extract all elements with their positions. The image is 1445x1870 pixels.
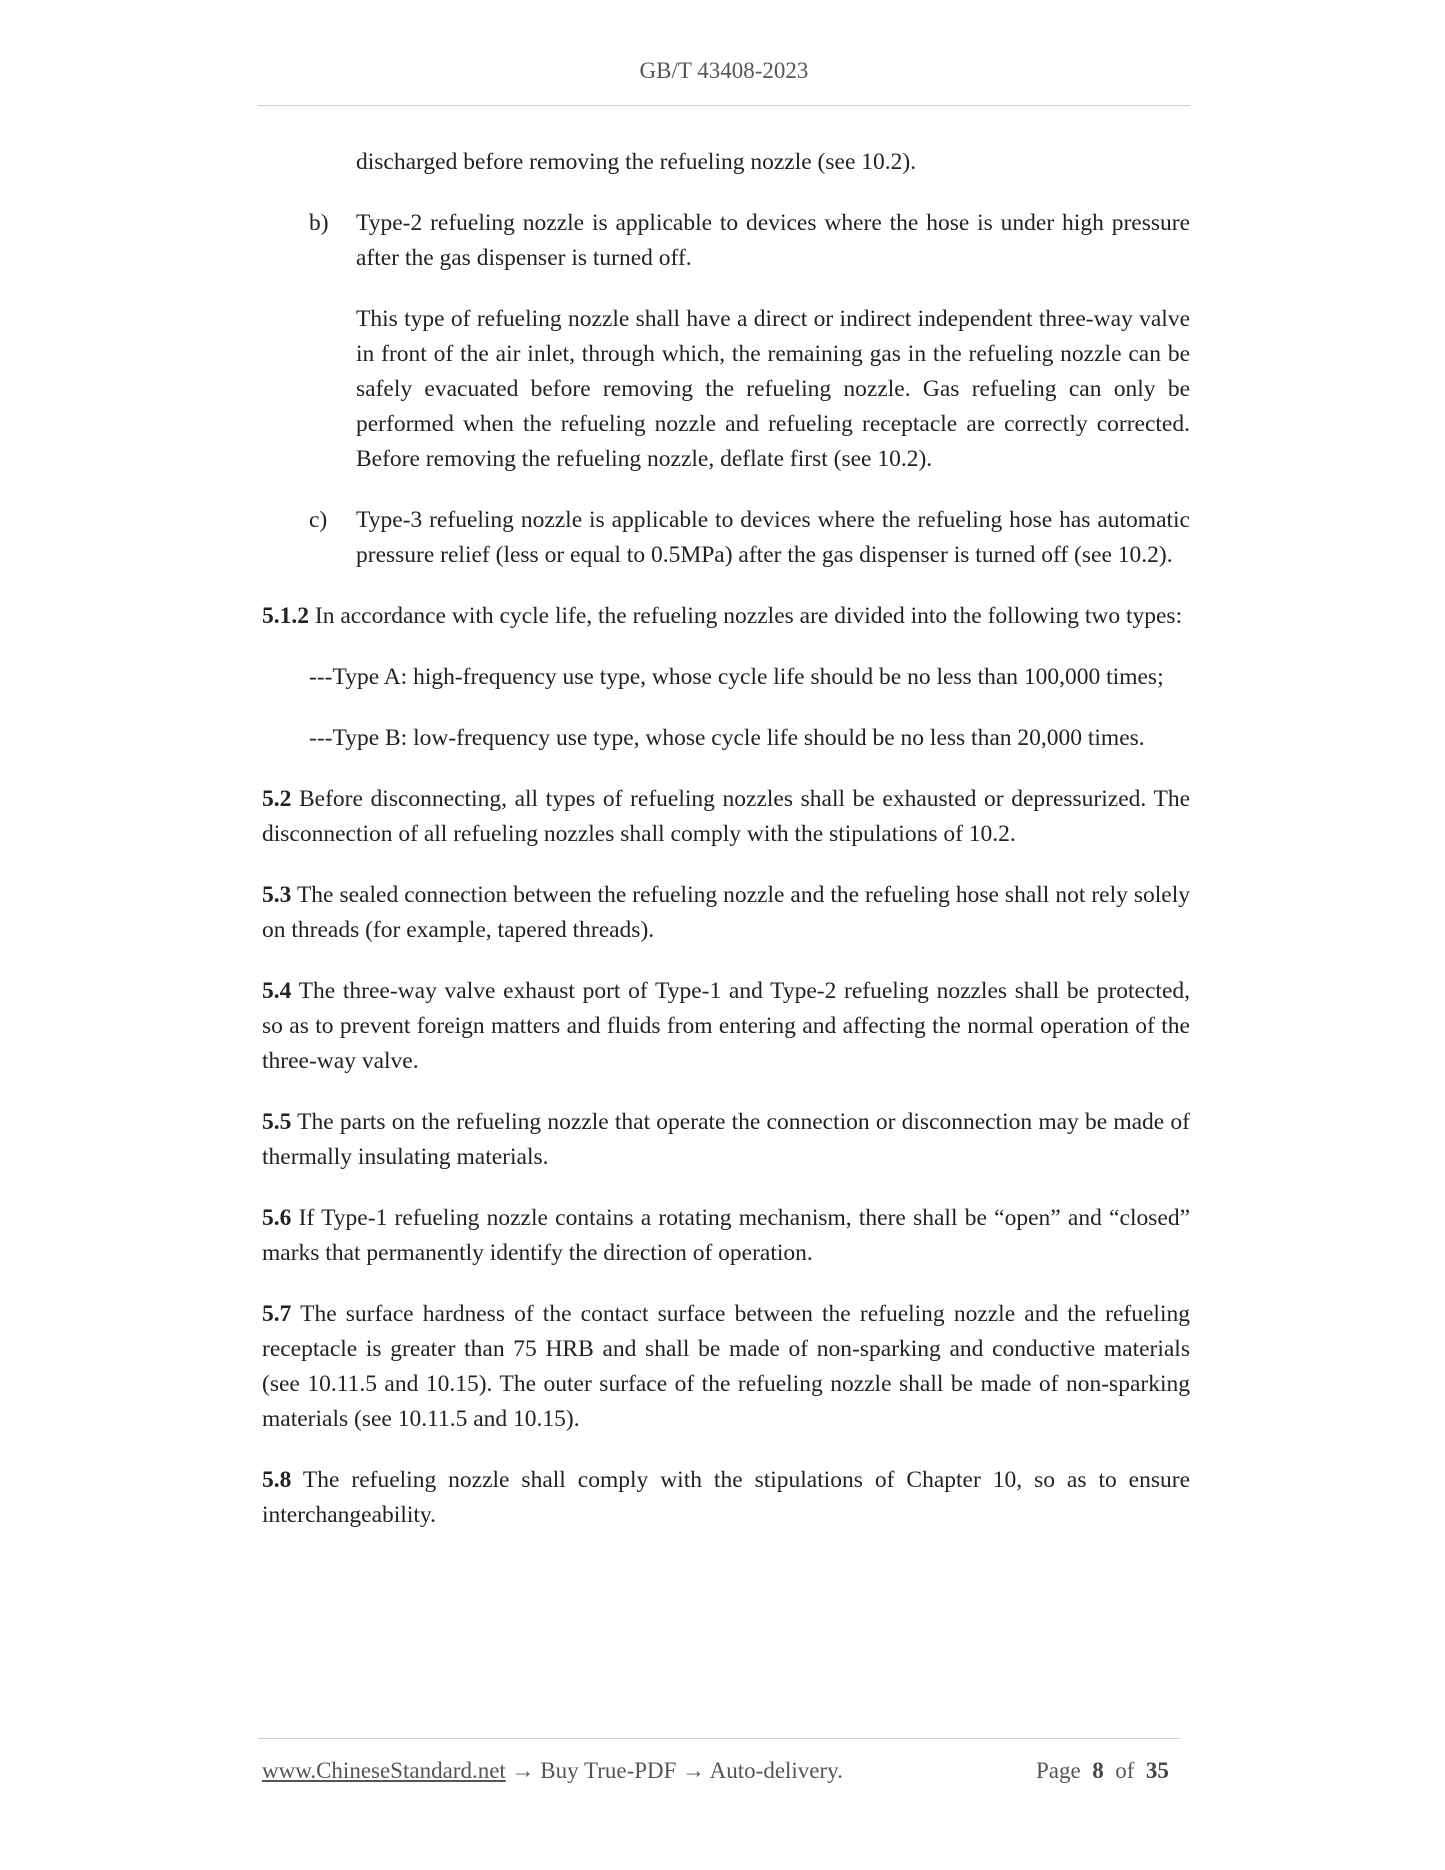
clause-5-5 <box>262 1105 1190 1175</box>
list-item-c-text: Type-3 refueling nozzle is applicable to devices where the refueling hose has automatic pressure relief (less or equal to 0.5MPa) after the gas dispenser is turned off (see 10.2). <box>356 507 1190 568</box>
list-item-c <box>262 503 1190 573</box>
clause-5-6 <box>262 1201 1190 1271</box>
clause-number: 5.7 <box>262 1301 292 1327</box>
list-item-b <box>262 206 1190 477</box>
clause-number: 5.2 <box>262 786 292 812</box>
clause-text: The parts on the refueling nozzle that operate the connection or disconnection may be made of thermally insulating materials. <box>262 1109 1191 1170</box>
clause-number: 5.5 <box>262 1109 292 1135</box>
list-marker-b: b) <box>309 210 329 236</box>
clause-5-1-2 <box>262 599 1190 634</box>
clause-number: 5.4 <box>262 978 292 1004</box>
footer-promo-text: → Buy True-PDF → Auto-delivery. <box>505 1758 843 1783</box>
clause-text: The surface hardness of the contact surface between the refueling nozzle and the refueling receptacle is greater than 75 HRB and shall be made of non-sparking and conductive materials (see 10.11.5 and 10.15). The outer surface of the refueling nozzle shall be made of non-sparking materials (see 10.11.5 and 10.15). <box>262 1301 1190 1432</box>
clause-number: 5.3 <box>262 882 292 908</box>
type-b-item: ---Type B: low-frequency use type, whose cycle life should be no less than 20,000 times. <box>309 725 1145 751</box>
clause-text: Before disconnecting, all types of refueling nozzles shall be exhausted or depressurized. The disconnection of all refueling nozzles shall comply with the stipulations of 10.2. <box>262 786 1191 847</box>
clause-5-2 <box>262 782 1190 852</box>
clause-5-7 <box>262 1297 1190 1437</box>
header-divider <box>258 105 1190 106</box>
clause-text: The three-way valve exhaust port of Type-1 and Type-2 refueling nozzles shall be protected, so as to prevent foreign matters and fluids from entering and affecting the normal operation of the three-way valve. <box>262 978 1190 1074</box>
footer-divider <box>258 1738 1180 1739</box>
clause-5-8 <box>262 1463 1190 1533</box>
type-a-item: ---Type A: high-frequency use type, whose cycle life should be no less than 100,000 times; <box>309 664 1164 690</box>
list-marker-c: c) <box>309 507 328 533</box>
clause-text: If Type-1 refueling nozzle contains a rotating mechanism, there shall be “open” and “closed” marks that permanently identify the direction of operation. <box>262 1205 1190 1266</box>
clause-text: In accordance with cycle life, the refueling nozzles are divided into the following two types: <box>314 603 1183 629</box>
website-link[interactable]: www.ChineseStandard.net <box>262 1758 506 1783</box>
footer-promo <box>262 1758 843 1784</box>
page-label: Page <box>1036 1758 1081 1783</box>
clause-number: 5.8 <box>262 1467 292 1493</box>
item-a-continuation: discharged before removing the refueling nozzle (see 10.2). <box>356 149 917 175</box>
page-of-label: of <box>1115 1758 1135 1783</box>
clause-text: The refueling nozzle shall comply with the stipulations of Chapter 10, so as to ensure interchangeability. <box>262 1467 1191 1528</box>
clause-5-4 <box>262 974 1190 1079</box>
clause-number: 5.6 <box>262 1205 292 1231</box>
clause-text: The sealed connection between the refueling nozzle and the refueling hose shall not rely solely on threads (for example, tapered threads). <box>262 882 1191 943</box>
page-total: 35 <box>1145 1758 1169 1783</box>
clause-5-3 <box>262 878 1190 948</box>
page-header: GB/T 43408-2023 <box>639 58 809 83</box>
document-body <box>262 145 1190 1559</box>
list-item-b-text: Type-2 refueling nozzle is applicable to devices where the hose is under high pressure after the gas dispenser is turned off. <box>356 210 1190 271</box>
list-item-b-detail: This type of refueling nozzle shall have a direct or indirect independent three-way valve in front of the air inlet, through which, the remaining gas in the refueling nozzle can be safely evacuated before removing the refueling nozzle. Gas refueling can only be performed when the refueling nozzle and refueling receptacle are correctly corrected. Before removing the refueling nozzle, deflate first (see 10.2). <box>356 306 1190 472</box>
clause-number: 5.1.2 <box>262 603 309 629</box>
page-current: 8 <box>1092 1758 1104 1783</box>
page-indicator <box>1036 1758 1169 1784</box>
